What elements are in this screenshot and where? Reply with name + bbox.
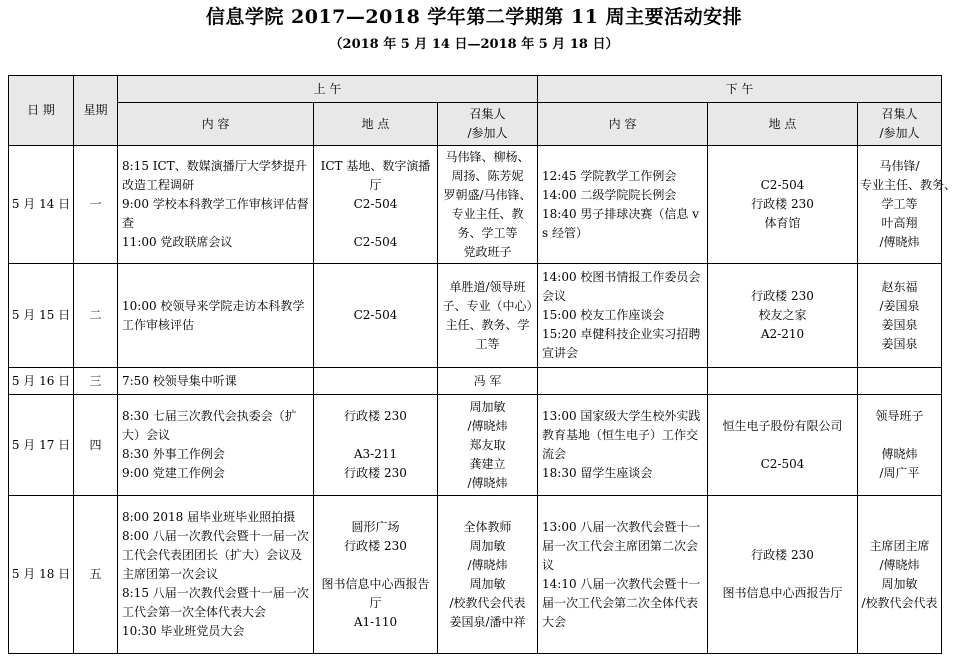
pm-people-cell: [858, 264, 942, 368]
pm-people-cell: [858, 395, 942, 496]
header-row-2: [9, 103, 942, 146]
table-row: [9, 146, 942, 264]
am-place-cell: [314, 264, 438, 368]
date-cell: 5 月 18 日: [9, 496, 74, 654]
am-content-cell: [118, 264, 314, 368]
cell-line: 14:00 校图书情报工作委员会会议: [542, 270, 701, 303]
cell-line: /傅晓炜: [467, 418, 508, 433]
schedule-table: [8, 75, 956, 654]
cell-line: 18:30 留学生座谈会: [542, 466, 653, 480]
pm-place-cell: [708, 146, 858, 264]
am-place-cell: [314, 368, 438, 395]
header-afternoon: 下 午: [538, 76, 942, 103]
pm-place-cell: [708, 264, 858, 368]
cell-line: A1-110: [353, 614, 398, 629]
table-row: [9, 395, 942, 496]
cell-line: 体育馆: [764, 216, 801, 230]
date-cell: 5 月 15 日: [9, 264, 74, 368]
pm-people-cell: [858, 146, 956, 264]
cell-line: 行政楼 230: [751, 289, 814, 303]
cell-line: 行政楼 230: [344, 466, 407, 480]
date-cell: 5 月 16 日: [9, 368, 74, 395]
cell-line: 傅晓炜: [881, 447, 918, 461]
cell-line: [316, 426, 435, 445]
cell-line: 马伟锋/: [879, 159, 920, 173]
pm-content-cell: [538, 146, 708, 264]
cell-line: C2-504: [760, 178, 805, 192]
page-subtitle: （2018 年 5 月 14 日—2018 年 5 月 18 日）: [329, 37, 619, 52]
cell-line: 校友之家: [758, 308, 807, 322]
cell-line: 14:10 八届一次教代会暨十一届一次工代会第二次全体代表大会: [542, 576, 701, 629]
cell-line: /傅晓炜: [879, 557, 920, 572]
pm-content-cell: [538, 368, 708, 395]
date-cell: 5 月 14 日: [9, 146, 74, 264]
cell-line: 8:30 外事工作例会: [122, 447, 225, 461]
cell-line: [542, 372, 705, 391]
cell-line: 8:00 八届一次教代会暨十一届一次工代会代表团团长（扩大）会议及主席团第一次会议: [122, 529, 309, 581]
cell-line: 学工等: [881, 197, 918, 211]
weekday-cell: 五: [74, 496, 118, 654]
cell-line: 姜国泉: [881, 317, 918, 332]
am-place-cell: [314, 496, 438, 654]
am-content-cell: [118, 496, 314, 654]
header-row-1: [9, 76, 942, 103]
cell-line: 行政楼 230: [344, 538, 407, 553]
cell-line: 领导班子: [875, 409, 924, 423]
pm-content-cell: [538, 496, 708, 654]
header-am-people: 召集人 /参加人: [438, 103, 538, 146]
date-cell: 5 月 17 日: [9, 395, 74, 496]
pm-content-cell: [538, 395, 708, 496]
cell-line: [710, 372, 855, 391]
am-people-cell: [438, 264, 538, 368]
cell-line: 罗朝盛/马伟锋、专业主任、教务、学工等: [443, 187, 532, 240]
cell-line: /校教代会代表: [861, 595, 938, 610]
cell-line: [710, 436, 855, 455]
cell-line: 13:00 八届一次教代会暨十一届一次工代会主席团第二次会议: [542, 519, 701, 572]
header-weekday: 星期: [74, 76, 118, 146]
am-place-cell: [314, 146, 438, 264]
cell-line: 18:40 男子排球决赛（信息 vs 经管）: [542, 206, 700, 240]
cell-line: 行政楼 230: [751, 548, 814, 562]
cell-line: C2-504: [760, 456, 805, 471]
header-morning: 上 午: [118, 76, 538, 103]
pm-content-cell: [538, 264, 708, 368]
header-am-place: 地 点: [314, 103, 438, 146]
cell-line: 周加敏: [881, 576, 918, 591]
pm-place-cell: [708, 395, 858, 496]
page-title: 信息学院 2017—2018 学年第二学期第 11 周主要活动安排: [205, 6, 743, 28]
am-people-cell: [438, 496, 538, 654]
cell-line: 赵东福: [881, 279, 918, 294]
cell-line: [316, 556, 435, 575]
cell-line: 恒生电子股份有限公司: [722, 418, 843, 433]
cell-line: 周加敏: [469, 576, 506, 591]
table-row: [9, 496, 942, 654]
cell-line: 10:30 毕业班党员大会: [122, 624, 245, 638]
cell-line: 行政楼 230: [751, 197, 814, 211]
cell-line: 姜国泉/潘中祥: [449, 614, 526, 629]
cell-line: 7:50 校领导集中听课: [122, 373, 237, 388]
cell-line: 15:20 卓健科技企业实习招聘宣讲会: [542, 327, 701, 360]
cell-line: 圆形广场: [351, 519, 400, 534]
cell-line: 10:00 校领导来学院走访本科教学工作审核评估: [122, 298, 305, 332]
cell-line: 14:00 二级学院院长例会: [542, 187, 677, 202]
cell-line: [860, 372, 939, 391]
cell-line: 党政班子: [463, 244, 512, 259]
cell-line: 周加敏: [469, 399, 506, 414]
cell-line: [316, 214, 435, 233]
table-row: [9, 368, 942, 395]
cell-line: 冯 军: [473, 373, 502, 388]
cell-line: 13:00 国家级大学生校外实践教育基地（恒生电子）工作交流会: [542, 409, 701, 461]
pm-place-cell: [708, 368, 858, 395]
cell-line: C2-504: [353, 197, 398, 211]
cell-line: 姜国泉: [881, 336, 918, 351]
cell-line: A2-210: [760, 327, 805, 341]
table-row: [9, 264, 942, 368]
cell-line: 郑友取: [469, 437, 506, 452]
cell-line: /周广平: [879, 466, 920, 480]
cell-line: [316, 372, 435, 391]
pm-place-cell: [708, 496, 858, 654]
weekday-cell: 三: [74, 368, 118, 395]
pm-people-cell: [858, 496, 942, 654]
am-people-cell: [438, 395, 538, 496]
cell-line: 9:00 党建工作例会: [122, 466, 225, 480]
am-people-cell: [438, 368, 538, 395]
cell-line: 8:00 2018 届毕业班毕业照拍摄: [122, 510, 296, 524]
cell-line: 12:45 学院教学工作例会: [542, 168, 677, 183]
cell-line: 马伟锋、柳杨、周扬、陈芳妮: [445, 149, 530, 183]
cell-line: /校教代会代表: [449, 595, 526, 610]
cell-line: 全体教师: [463, 519, 512, 534]
cell-line: A3-211: [353, 447, 398, 461]
cell-line: 8:15 ICT、数媒演播厅大学梦提升改造工程调研: [122, 159, 307, 192]
cell-line: 主席团主席: [869, 538, 930, 553]
am-content-cell: [118, 368, 314, 395]
weekday-cell: 一: [74, 146, 118, 264]
cell-line: 9:00 学校本科教学工作审核评估督查: [122, 197, 309, 230]
cell-line: 8:15 八届一次教代会暨十一届一次工代会第一次全体代表大会: [122, 586, 309, 619]
am-people-cell: [438, 146, 538, 264]
cell-line: 15:00 校友工作座谈会: [542, 308, 665, 322]
cell-line: ICT 基地、数字演播厅: [320, 159, 431, 192]
header-pm-people: 召集人 /参加人: [858, 103, 942, 146]
cell-line: 周加敏: [469, 538, 506, 553]
cell-line: 图书信息中心西报告厅: [321, 576, 430, 610]
cell-line: 专业主任、教务、: [860, 178, 956, 192]
cell-line: 单胜道/领导班子、专业（中心）主任、教务、学工等: [442, 279, 533, 351]
cell-line: /傅晓炜: [467, 557, 508, 572]
cell-line: C2-504: [353, 308, 398, 322]
cell-line: /姜国泉: [879, 298, 920, 313]
header-pm-content: 内 容: [538, 103, 708, 146]
cell-line: 11:00 党政联席会议: [122, 235, 233, 249]
cell-line: [710, 565, 855, 584]
cell-line: 图书信息中心西报告厅: [722, 586, 843, 600]
cell-line: [860, 426, 939, 445]
header-date: 日 期: [9, 76, 74, 146]
header-pm-place: 地 点: [708, 103, 858, 146]
cell-line: /傅晓炜: [467, 475, 508, 490]
cell-line: 龚建立: [469, 456, 506, 471]
am-content-cell: [118, 146, 314, 264]
cell-line: C2-504: [353, 235, 398, 249]
header-am-content: 内 容: [118, 103, 314, 146]
weekday-cell: 二: [74, 264, 118, 368]
pm-people-cell: [858, 368, 942, 395]
cell-line: 8:30 七届三次教代会执委会（扩大）会议: [122, 409, 297, 442]
cell-line: 行政楼 230: [344, 409, 407, 423]
cell-line: /傅晓炜: [879, 235, 920, 249]
cell-line: 叶高翔: [881, 216, 918, 230]
am-place-cell: [314, 395, 438, 496]
am-content-cell: [118, 395, 314, 496]
weekday-cell: 四: [74, 395, 118, 496]
